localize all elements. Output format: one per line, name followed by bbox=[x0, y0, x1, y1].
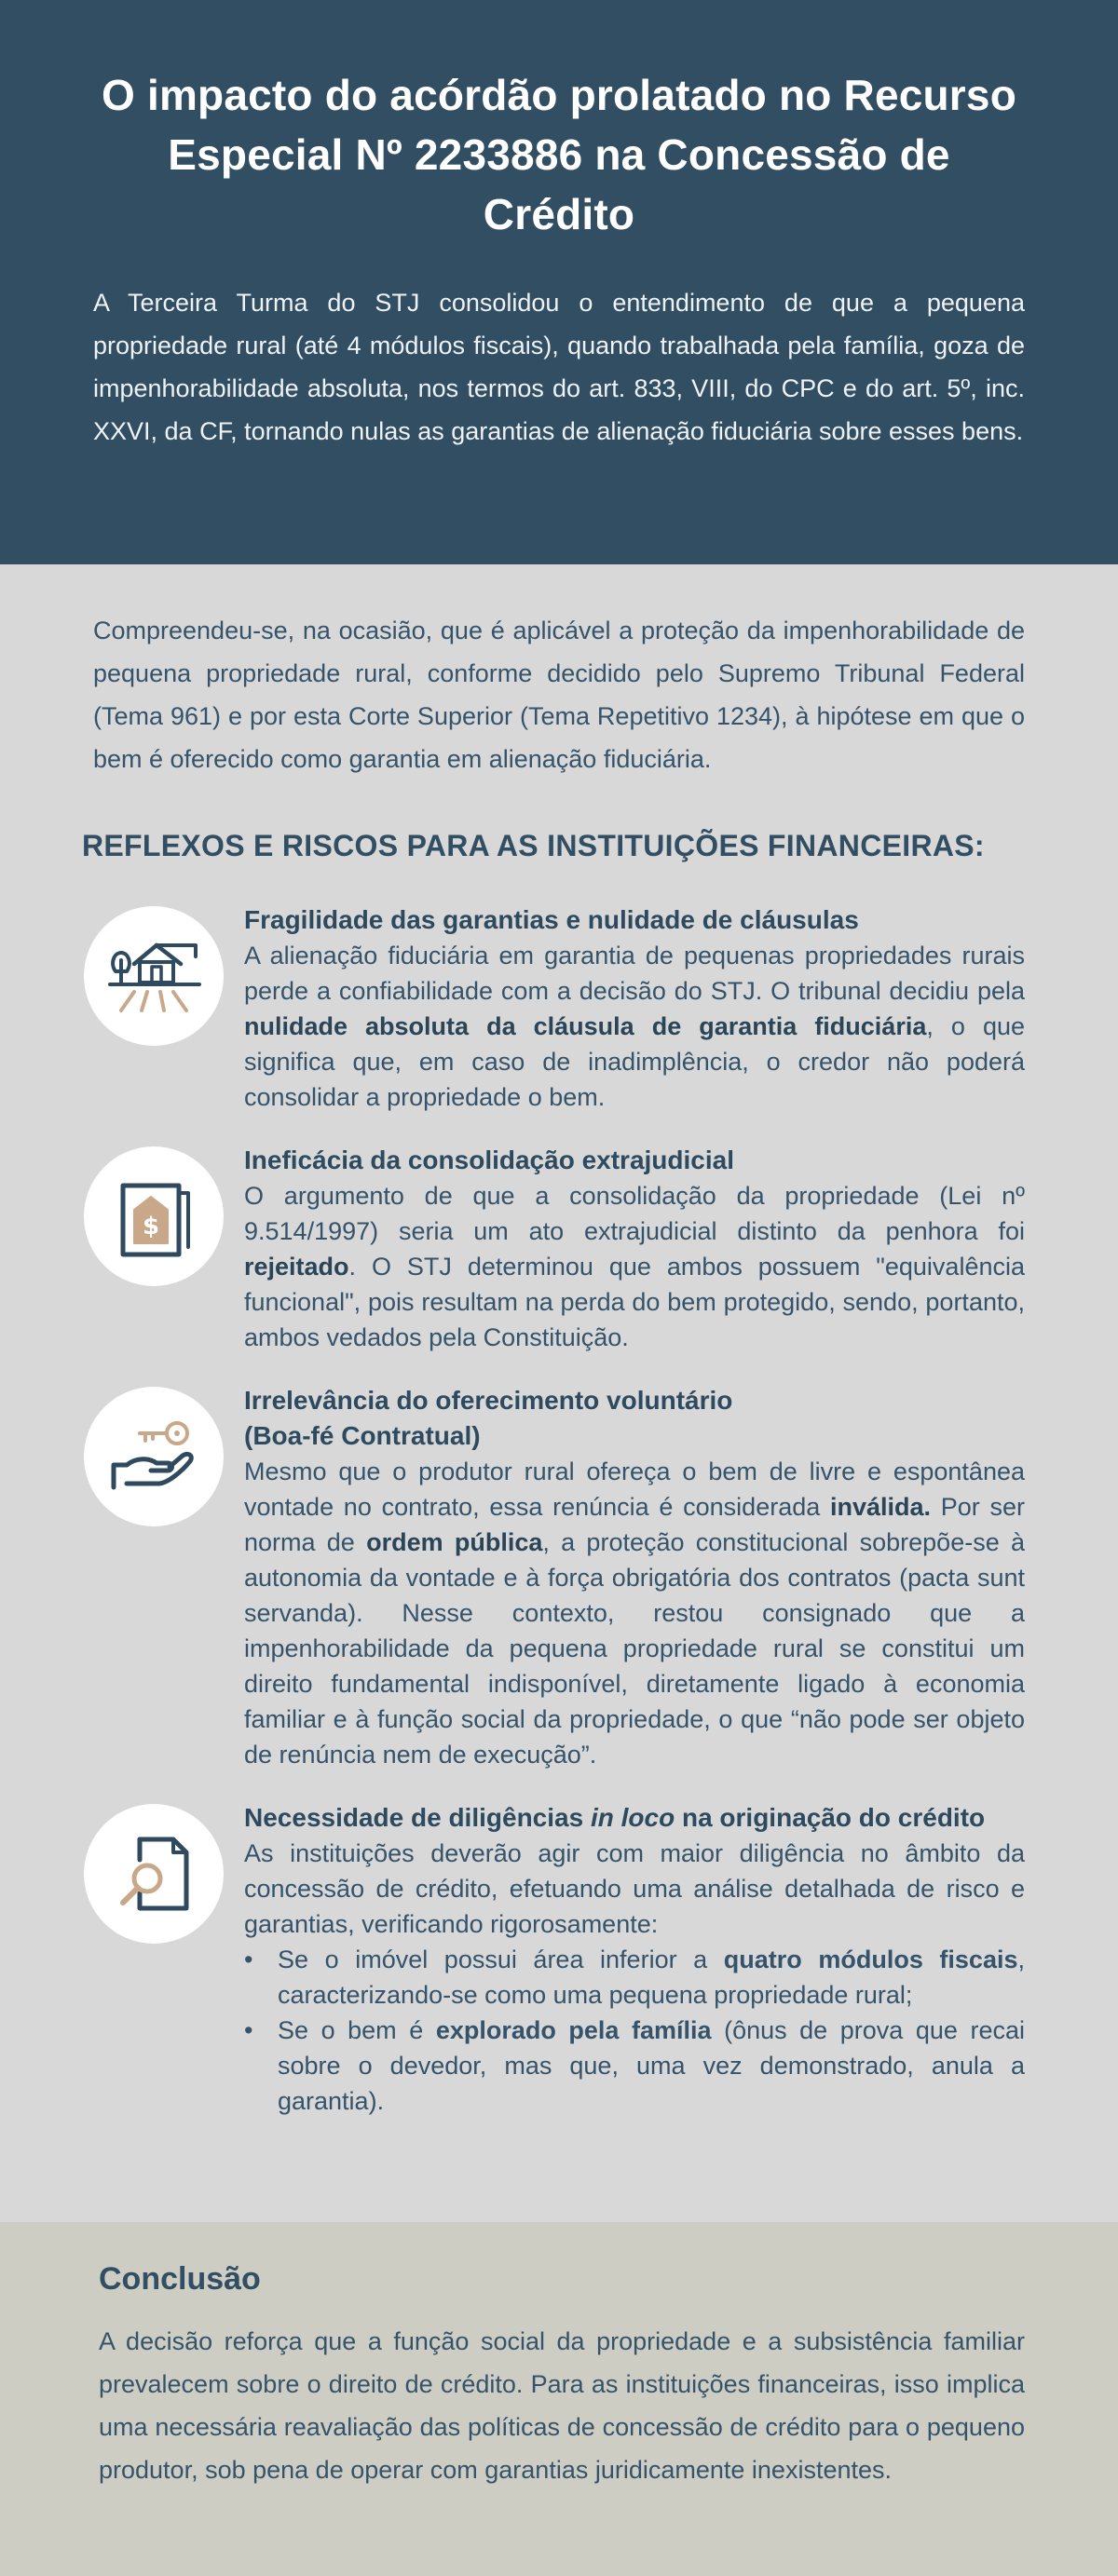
farm-house-icon bbox=[84, 906, 224, 1046]
main-content bbox=[0, 564, 1118, 2119]
page-title: O impacto do acórdão prolatado no Recurso Especial Nº 2233886 na Concessão de Crédito bbox=[102, 71, 1016, 238]
checklist bbox=[244, 1942, 1025, 2119]
risk-item-guarantees bbox=[93, 902, 1025, 1115]
item-description: Mesmo que o produtor rural ofereça o bem de livre e espontânea vontade no contrato, essa renúncia é considerada inválida. Por ser norma de ordem pública, a proteção constitucional sobrepõe-se à autonomia da vontade e à força obrigatória dos contratos (pacta sunt servanda). Nesse contexto, restou consignado que a impenhorabilidade da pequena propriedade rural se constitui um direito fundamental indisponível, diretamente ligado à economia familiar e à função social da propriedade, o que “não pode ser objeto de renúncia nem de execução”. bbox=[244, 1457, 1026, 1769]
risk-list bbox=[93, 902, 1025, 2119]
list-item: • Se o bem é explorado pela família (ônus de prova que recai sobre o devedor, mas que, uma vez demonstrado, anula a garantia). bbox=[244, 2013, 1025, 2119]
lead-paragraph: Compreendeu-se, na ocasião, que é aplicável a proteção da impenhorabilidade de pequena propriedade rural, conforme decidido pelo Supremo Tribunal Federal (Tema 961) e por esta Corte Superior (Tema Repetitivo 1234), à hipótese em que o bem é oferecido como garantia em alienação fiduciária. bbox=[93, 617, 1025, 773]
item-title: Ineficácia da consolidação extrajudicial bbox=[244, 1146, 734, 1174]
risk-item-voluntary-offer bbox=[93, 1383, 1025, 1772]
item-title: Necessidade de diligências in loco na originação do crédito bbox=[244, 1803, 986, 1832]
money-document-icon bbox=[84, 1146, 224, 1286]
item-description: A alienação fiduciária em garantia de pequenas propriedades rurais perde a confiabilidade com a decisão do STJ. O tribunal decidiu pela nulidade absoluta da cláusula de garantia fiduciária, o que significa que, em caso de inadimplência, o credor não poderá consolidar a propriedade o bem. bbox=[244, 942, 1025, 1111]
item-title: Irrelevância do oferecimento voluntário (Boa-fé Contratual) bbox=[244, 1386, 733, 1450]
conclusion-section bbox=[0, 2222, 1118, 2576]
item-description: As instituições deverão agir com maior diligência no âmbito da concessão de crédito, efetuando uma análise detalhada de risco e garantias, verificando rigorosamente: bbox=[244, 1839, 1025, 1938]
hand-key-icon bbox=[84, 1387, 224, 1526]
item-description: O argumento de que a consolidação da propriedade (Lei nº 9.514/1997) seria um ato extrajudicial distinto da penhora foi rejeitado. O STJ determinou que ambos possuem "equivalência funcional", pois resultam na perda do bem protegido, sendo, portanto, ambos vedados pela Constituição. bbox=[244, 1182, 1025, 1351]
document-search-icon bbox=[84, 1804, 224, 1944]
intro-paragraph: A Terceira Turma do STJ consolidou o entendimento de que a pequena propriedade rural (até 4 módulos fiscais), quando trabalhada pela família, goza de impenhorabilidade absoluta, nos termos do art. 833, VIII, do CPC e do art. 5º, inc. XXVI, da CF, tornando nulas as garantias de alienação fiduciária sobre esses bens. bbox=[93, 289, 1025, 445]
conclusion-text: A decisão reforça que a função social da propriedade e a subsistência familiar prevalecem sobre o direito de crédito. Para as instituições financeiras, isso implica uma necessária reavaliação das políticas de concessão de crédito para o pequeno produtor, sob pena de operar com garantias juridicamente inexistentes. bbox=[99, 2327, 1025, 2484]
conclusion-title: Conclusão bbox=[99, 2261, 261, 2297]
risk-item-consolidation bbox=[93, 1143, 1025, 1355]
section-heading: REFLEXOS E RISCOS PARA AS INSTITUIÇÕES FINANCEIRAS: bbox=[82, 829, 985, 862]
risk-item-diligence bbox=[93, 1800, 1025, 2119]
header-banner bbox=[0, 0, 1118, 564]
svg-text:$: $ bbox=[142, 1213, 160, 1241]
list-item: • Se o imóvel possui área inferior a quatro módulos fiscais, caracterizando-se como uma pequena propriedade rural; bbox=[244, 1942, 1025, 2013]
item-title: Fragilidade das garantias e nulidade de cláusulas bbox=[244, 905, 859, 934]
